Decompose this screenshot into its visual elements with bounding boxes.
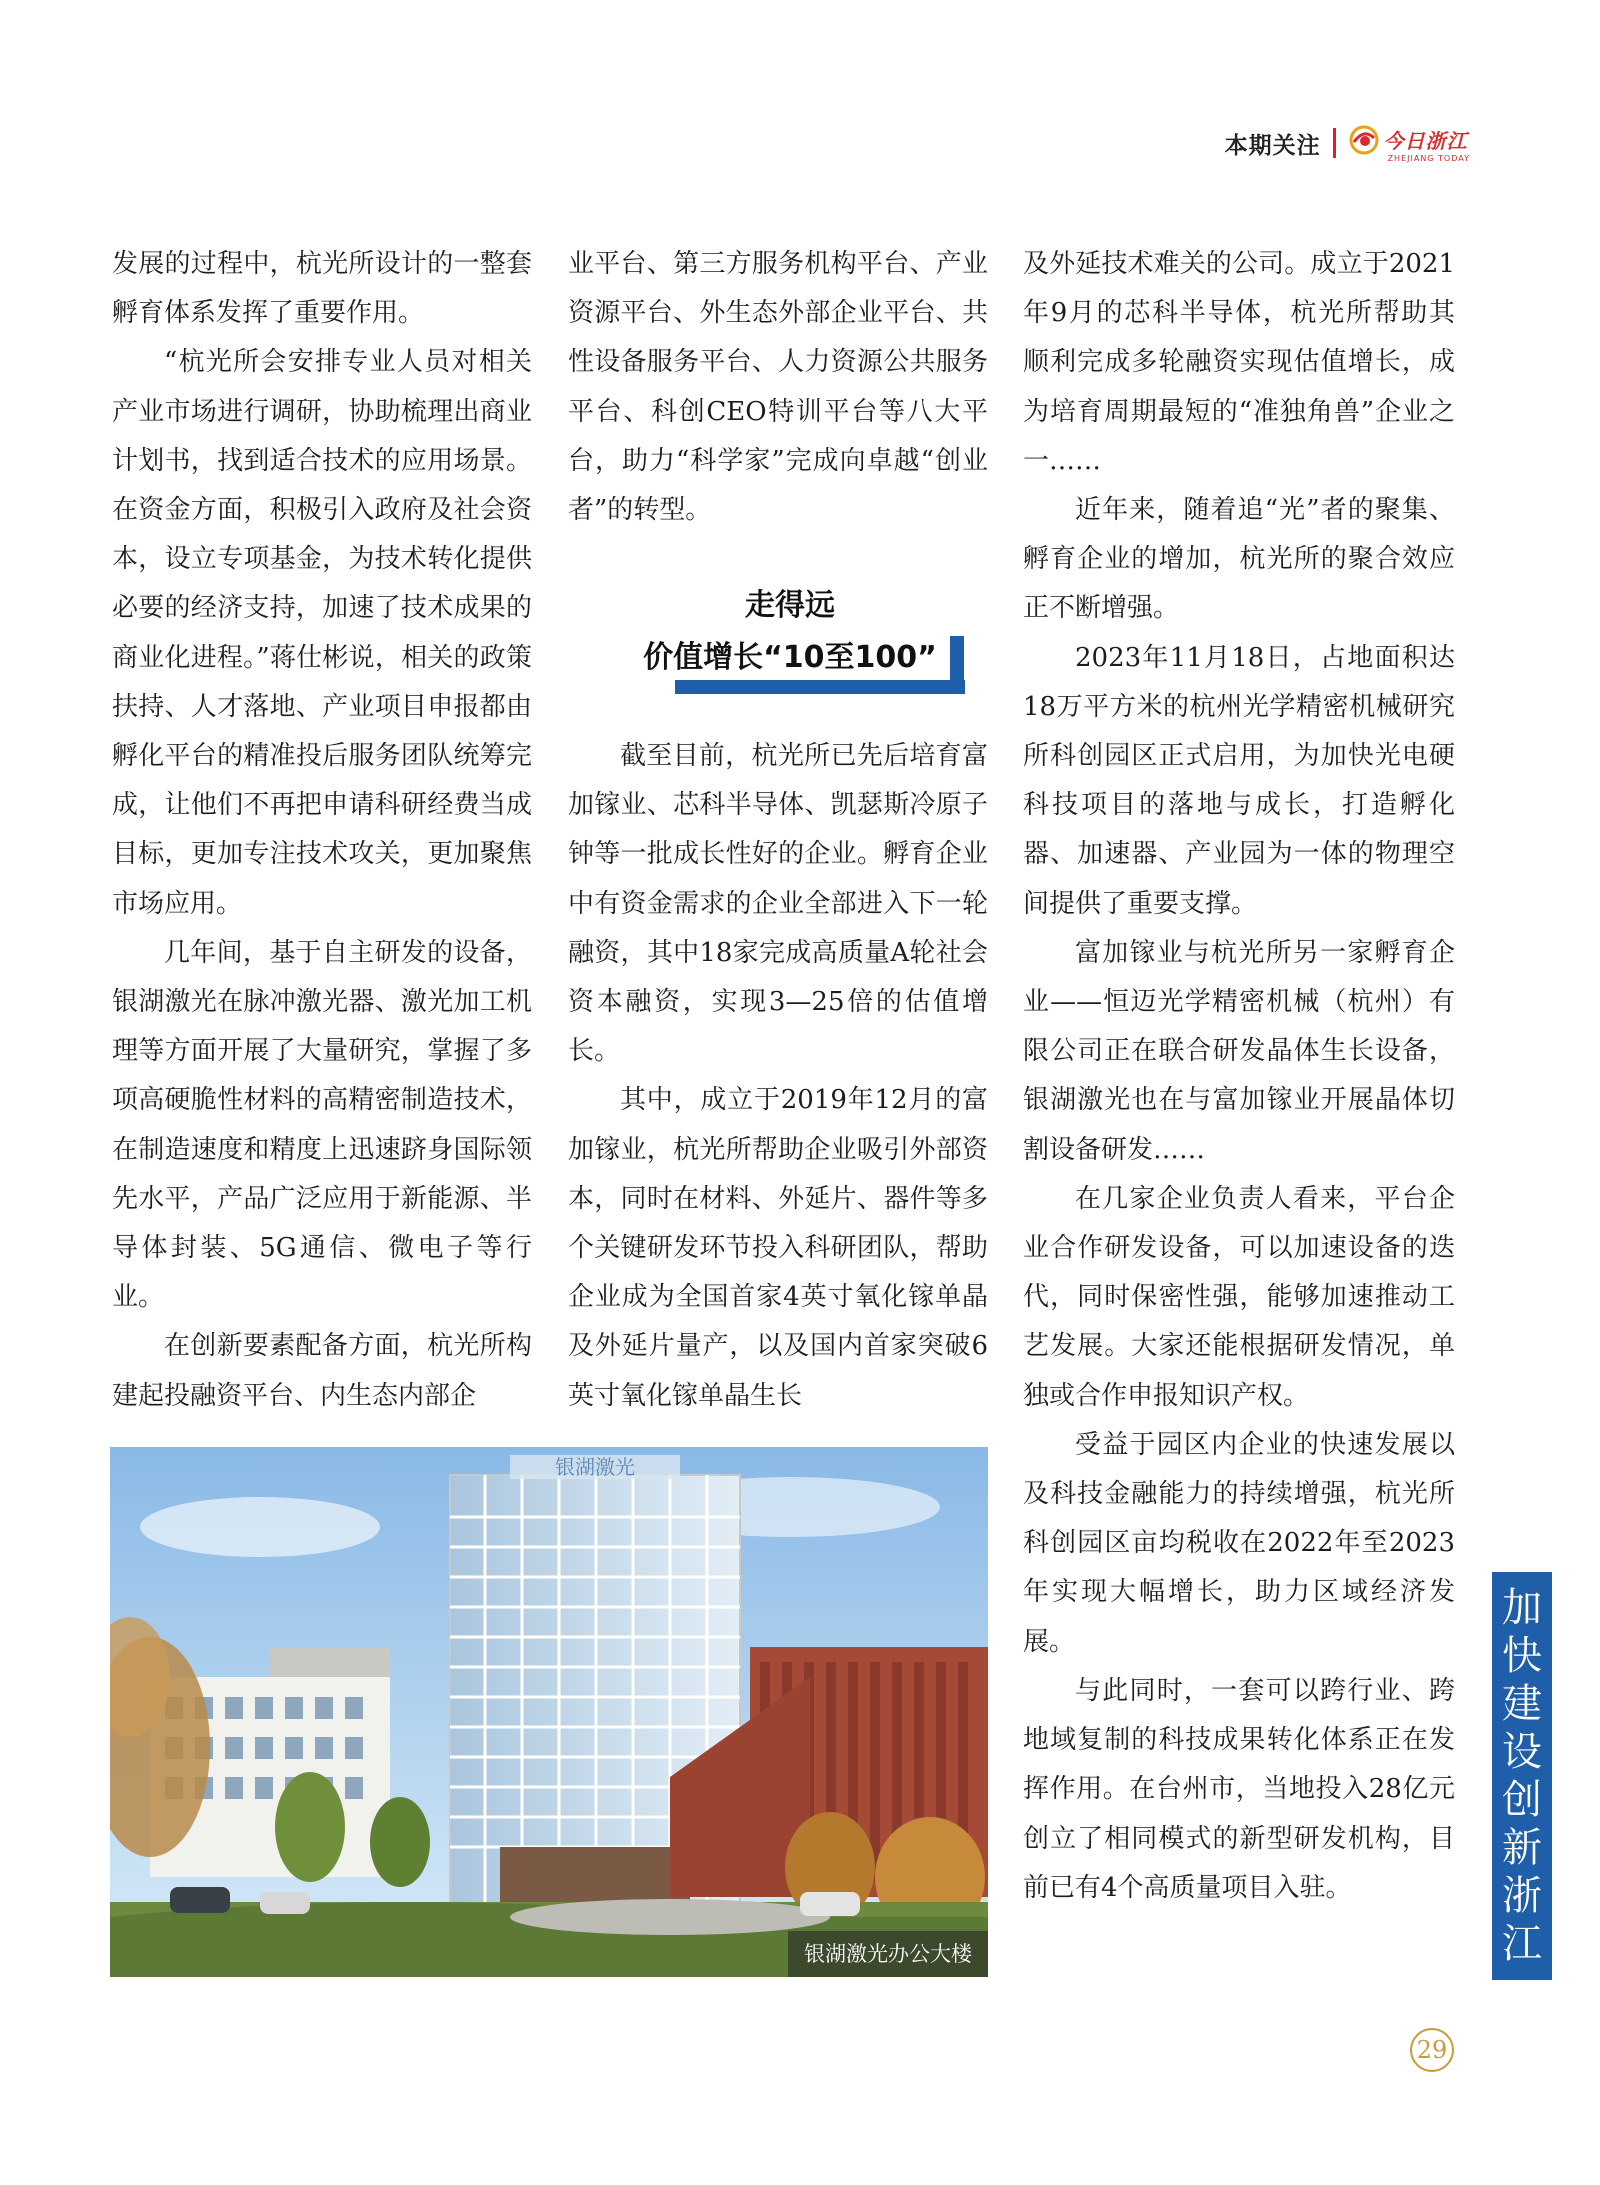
paragraph: 受益于园区内企业的快速发展以及科技金融能力的持续增强，杭光所科创园区亩均税收在2022年至2023年实现大幅增长，助力区域经济发展。 (1023, 1429, 1455, 1657)
side-tab-char: 设 (1502, 1729, 1542, 1775)
side-tab-char: 加 (1502, 1585, 1542, 1631)
paragraph: 业平台、第三方服务机构平台、产业资源平台、外生态外部企业平台、共性设备服务平台、人力资源公共服务平台、科创CEO特训平台等八大平台，助力“科学家”完成向卓越“创业者”的转型。 (568, 249, 988, 526)
photo-caption: 银湖激光办公大楼 (788, 1931, 988, 1977)
building-illustration (110, 1447, 988, 1977)
side-tab-char: 新 (1502, 1825, 1542, 1871)
building-sign: 银湖激光 (555, 1455, 635, 1479)
side-tab-char: 创 (1502, 1777, 1542, 1823)
paragraph: 在几家企业负责人看来，平台企业合作研发设备，可以加速设备的迭代，同时保密性强，能够加速推动工艺发展。大家还能根据研发情况，单独或合作申报知识产权。 (1023, 1183, 1455, 1411)
text-column-2-bottom (568, 732, 988, 1421)
side-tab-char: 江 (1502, 1921, 1542, 1967)
page-header (1225, 118, 1470, 168)
section-label: 本期关注 (1224, 132, 1321, 159)
subheading-line-2: 价值增长“10至100” (643, 640, 937, 675)
paragraph: 近年来，随着追“光”者的聚集、孵育企业的增加，杭光所的聚合效应正不断增强。 (1023, 495, 1455, 624)
paragraph: 富加镓业与杭光所另一家孵育企业——恒迈光学精密机械（杭州）有限公司正在联合研发晶体生长设备，银湖激光也在与富加镓业开展晶体切割设备研发…… (1023, 937, 1455, 1165)
text-column-1 (112, 240, 532, 1421)
side-tab (1492, 1572, 1552, 1980)
paragraph: 发展的过程中，杭光所设计的一整套孵育体系发挥了重要作用。 (112, 249, 532, 329)
subheading-line-1: 走得远 (745, 588, 835, 623)
paragraph: 在创新要素配备方面，杭光所构建起投融资平台、内生态内部企 (112, 1331, 532, 1411)
subheading-underline-bar (675, 680, 965, 694)
header-divider (1333, 128, 1336, 158)
paragraph: 截至目前，杭光所已先后培育富加镓业、芯科半导体、凯瑟斯冷原子钟等一批成长性好的企业。孵育企业中有资金需求的企业全部进入下一轮融资，其中18家完成高质量A轮社会资本融资，实现3—25倍的估值增长。 (568, 741, 988, 1067)
office-building-photo (110, 1447, 988, 1977)
paragraph: 2023年11月18日，占地面积达18万平方米的杭州光学精密机械研究所科创园区正式启用，为加快光电硬科技项目的落地与成长，打造孵化器、加速器、产业园为一体的物理空间提供了重要支撑。 (1023, 642, 1455, 919)
side-tab-char: 建 (1502, 1681, 1542, 1727)
paragraph: “杭光所会安排专业人员对相关产业市场进行调研，协助梳理出商业计划书，找到适合技术的应用场景。在资金方面，积极引入政府及社会资本，设立专项基金，为技术转化提供必要的经济支持，加速了技术成果的商业化进程。”蒋仕彬说，相关的政策扶持、人才落地、产业项目申报都由孵化平台的精准投后服务团队统筹完成，让他们不再把申请科研经费当成目标，更加专注技术攻关，更加聚焦市场应用。 (112, 347, 532, 919)
logo-text: 今日浙江 (1383, 129, 1468, 153)
subheading-side-bar (950, 636, 964, 694)
logo-subtitle: ZHEJIANG TODAY (1387, 153, 1470, 163)
paragraph: 与此同时，一套可以跨行业、跨地域复制的科技成果转化体系正在发挥作用。在台州市，当地投入28亿元创立了相同模式的新型研发机构，目前已有4个高质量项目入驻。 (1023, 1675, 1455, 1903)
paragraph: 其中，成立于2019年12月的富加镓业，杭光所帮助企业吸引外部资本，同时在材料、外延片、器件等多个关键研发环节投入科研团队，帮助企业成为全国首家4英寸氧化镓单晶及外延片量产，以及国内首家突破6英寸氧化镓单晶生长 (568, 1085, 988, 1411)
magazine-logo (1348, 124, 1470, 163)
subheading (625, 580, 970, 716)
sun-swirl-logo-icon (1348, 124, 1380, 156)
paragraph: 几年间，基于自主研发的设备，银湖激光在脉冲激光器、激光加工机理等方面开展了大量研究，掌握了多项高硬脆性材料的高精密制造技术，在制造速度和精度上迅速跻身国际领先水平，产品广泛应用于新能源、半导体封装、5G通信、微电子等行业。 (112, 937, 532, 1313)
text-column-2-top (568, 240, 988, 535)
side-tab-char: 快 (1502, 1633, 1542, 1679)
text-column-3 (1023, 240, 1455, 1913)
page-number: 29 (1410, 2028, 1454, 2072)
paragraph: 及外延技术难关的公司。成立于2021年9月的芯科半导体，杭光所帮助其顺利完成多轮融资实现估值增长，成为培育周期最短的“准独角兽”企业之一…… (1023, 249, 1455, 476)
side-tab-char: 浙 (1502, 1873, 1542, 1919)
